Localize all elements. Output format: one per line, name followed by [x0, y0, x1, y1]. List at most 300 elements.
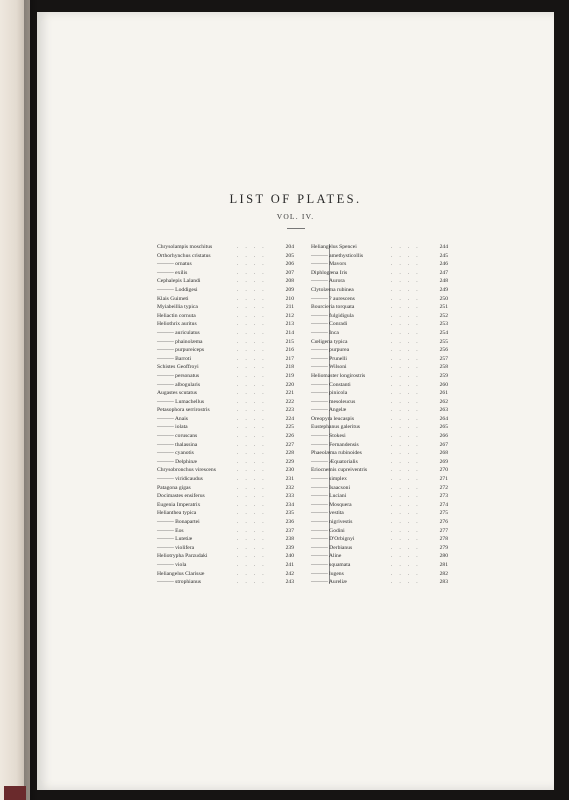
page-gutter-shadow — [24, 0, 38, 800]
leader-dots: .... — [391, 510, 425, 517]
plate-entry — [157, 423, 294, 432]
plate-entry — [157, 406, 294, 415]
plate-entry — [157, 320, 294, 329]
species-name: ——— Lumachellus — [157, 398, 205, 405]
plate-number: 227 — [285, 441, 294, 448]
plate-number: 240 — [285, 553, 294, 560]
plate-entry — [157, 252, 294, 261]
plate-entry — [311, 518, 448, 527]
plate-entry — [311, 578, 448, 587]
species-name: ——— Angelæ — [311, 407, 347, 414]
plate-entry — [157, 363, 294, 372]
plate-number: 215 — [285, 338, 294, 345]
leader-dots: .... — [237, 347, 271, 354]
plate-number: 263 — [439, 407, 448, 414]
plate-number: 259 — [439, 372, 448, 379]
plate-entry — [157, 570, 294, 579]
species-name: Heliangelus Spencei — [311, 244, 357, 250]
leader-dots: .... — [391, 527, 425, 534]
species-name: Chrysolampis moschitus — [157, 244, 213, 250]
plate-number: 249 — [439, 286, 448, 293]
species-name: Helianthea typica — [157, 510, 197, 517]
leader-dots: .... — [391, 312, 425, 319]
species-name: ——— Constanti — [311, 381, 351, 388]
species-name: Klais Guimeti — [157, 295, 189, 302]
leader-dots: .... — [237, 441, 271, 448]
species-name: ——— Mosquera — [311, 501, 352, 508]
plate-entry — [311, 501, 448, 510]
plate-number: 282 — [439, 570, 448, 577]
species-name: ——— thalassina — [157, 441, 198, 448]
species-name: ——— viridicaudus — [157, 476, 203, 483]
leader-dots: .... — [391, 441, 425, 448]
plate-entry — [311, 355, 448, 364]
species-name: ——— nigrivestis — [311, 519, 353, 525]
leader-dots: .... — [237, 570, 271, 577]
leader-dots: .... — [237, 381, 271, 388]
species-name: Myiabeillia typica — [157, 304, 198, 311]
leader-dots: .... — [391, 544, 425, 551]
species-name: ——— Wilsoni — [311, 364, 347, 371]
plate-number: 252 — [439, 312, 448, 319]
species-name: ——— amethysticollis — [311, 252, 364, 259]
species-name: ——— violifera — [157, 544, 195, 551]
leader-dots: .... — [391, 304, 425, 311]
leader-dots: .... — [237, 493, 271, 500]
plate-entry — [311, 338, 448, 347]
plate-entry — [157, 260, 294, 269]
plate-entry — [157, 295, 294, 304]
leader-dots: .... — [237, 304, 271, 311]
plate-number: 238 — [285, 536, 294, 543]
leader-dots: .... — [237, 579, 271, 586]
plate-number: 214 — [285, 329, 294, 336]
species-name: ——— D'Orbignyi — [311, 536, 355, 543]
plate-number: 272 — [439, 484, 448, 491]
leader-dots: .... — [237, 355, 271, 362]
species-name: ——— Luciani — [311, 493, 347, 500]
species-name: ——— viola — [157, 561, 187, 568]
plate-entry — [157, 303, 294, 312]
species-name: ——— Aureliæ — [311, 579, 347, 586]
leader-dots: .... — [391, 347, 425, 354]
species-name: ——— simplex — [311, 476, 347, 483]
leader-dots: .... — [237, 338, 271, 345]
species-name: ——— Barroti — [157, 355, 192, 362]
species-name: ——— phainolæma — [157, 338, 203, 345]
leader-dots: .... — [391, 321, 425, 328]
species-name: ——— Loddigesi — [157, 286, 198, 293]
species-name: ——— lugens — [311, 570, 344, 577]
leader-dots: .... — [237, 433, 271, 440]
leader-dots: .... — [391, 269, 425, 276]
plate-entry — [311, 363, 448, 372]
species-name: ——— Godini — [311, 527, 345, 534]
leader-dots: .... — [391, 433, 425, 440]
leader-dots: .... — [237, 286, 271, 293]
plate-entry — [311, 432, 448, 441]
plates-list-left — [157, 243, 294, 587]
plate-entry — [157, 552, 294, 561]
plate-number: 213 — [285, 321, 294, 328]
plate-entry — [311, 535, 448, 544]
plate-entry — [157, 484, 294, 493]
plate-entry — [157, 243, 294, 252]
plate-entry — [311, 346, 448, 355]
plate-entry — [157, 509, 294, 518]
plate-entry — [157, 527, 294, 536]
species-name: ——— Conradi — [311, 321, 348, 328]
plate-entry — [157, 432, 294, 441]
leader-dots: .... — [391, 553, 425, 560]
leader-dots: .... — [237, 312, 271, 319]
leader-dots: .... — [391, 364, 425, 371]
page-title: LIST OF PLATES. — [229, 192, 362, 206]
species-name: ——— Aline — [311, 553, 342, 560]
plate-entry — [157, 269, 294, 278]
species-name: ——— Fernandensis — [311, 441, 359, 448]
plate-number: 235 — [285, 510, 294, 517]
plate-entry — [311, 260, 448, 269]
plate-number: 230 — [285, 467, 294, 474]
plate-number: 219 — [285, 372, 294, 379]
plate-number: 276 — [439, 519, 448, 525]
leader-dots: .... — [237, 390, 271, 397]
leader-dots: .... — [391, 450, 425, 457]
leader-dots: .... — [391, 295, 425, 302]
leader-dots: .... — [391, 261, 425, 268]
leader-dots: .... — [237, 269, 271, 276]
plate-number: 206 — [285, 261, 294, 268]
plate-number: 283 — [439, 579, 448, 586]
plate-number: 271 — [439, 476, 448, 483]
leader-dots: .... — [237, 424, 271, 431]
leader-dots: .... — [237, 544, 271, 551]
plate-number: 247 — [439, 269, 448, 276]
leader-dots: .... — [391, 536, 425, 543]
plate-entry — [157, 338, 294, 347]
species-name: ——— mesoleucus — [311, 398, 356, 405]
plate-entry — [311, 243, 448, 252]
plate-number: 241 — [285, 561, 294, 568]
leader-dots: .... — [391, 338, 425, 345]
species-name: ——— Delphinæ — [157, 458, 197, 465]
leader-dots: .... — [391, 381, 425, 388]
species-name: Heliothrix auritus — [157, 321, 197, 328]
plate-entry — [157, 518, 294, 527]
plate-number: 232 — [285, 484, 294, 491]
plate-number: 262 — [439, 398, 448, 405]
plate-entry — [311, 570, 448, 579]
species-name: Oreopyra leucaspis — [311, 415, 355, 422]
plate-number: 246 — [439, 261, 448, 268]
leader-dots: .... — [391, 476, 425, 483]
plate-entry — [157, 286, 294, 295]
species-name: Cephalepis Lalandi — [157, 278, 201, 285]
species-name: ——— Aurora — [311, 278, 345, 285]
plate-number: 275 — [439, 510, 448, 517]
plate-number: 211 — [285, 304, 294, 311]
species-name: Patagona gigas — [157, 484, 191, 491]
plate-entry — [157, 312, 294, 321]
plate-entry — [157, 561, 294, 570]
plate-entry — [311, 252, 448, 261]
plate-entry — [311, 269, 448, 278]
plate-number: 244 — [439, 244, 448, 250]
plate-number: 260 — [439, 381, 448, 388]
plate-entry — [311, 320, 448, 329]
leader-dots: .... — [237, 278, 271, 285]
plate-entry — [311, 389, 448, 398]
plate-number: 253 — [439, 321, 448, 328]
plate-entry — [157, 466, 294, 475]
plate-number: 221 — [285, 390, 294, 397]
leader-dots: .... — [237, 398, 271, 405]
plate-entry — [311, 527, 448, 536]
species-name: Orthorhynchus cristatus — [157, 252, 211, 259]
plate-number: 274 — [439, 501, 448, 508]
plate-entry — [311, 303, 448, 312]
plate-number: 278 — [439, 536, 448, 543]
plate-entry — [311, 458, 448, 467]
plate-number: 224 — [285, 415, 294, 422]
species-name: Eriocnemis cupreiventris — [311, 467, 368, 474]
plate-entry — [311, 552, 448, 561]
species-name: Heliotrypha Parzudaki — [157, 553, 208, 560]
plate-number: 270 — [439, 467, 448, 474]
leader-dots: .... — [237, 467, 271, 474]
plate-number: 233 — [285, 493, 294, 500]
species-name: ——— ornatus — [157, 261, 192, 268]
leader-dots: .... — [391, 415, 425, 422]
species-name: Schistes Geoffroyi — [157, 364, 199, 371]
plate-entry — [157, 398, 294, 407]
plate-number: 209 — [285, 286, 294, 293]
plate-entry — [311, 312, 448, 321]
leader-dots: .... — [391, 407, 425, 414]
plate-entry — [311, 286, 448, 295]
plate-entry — [311, 509, 448, 518]
plate-entry — [311, 449, 448, 458]
plate-number: 229 — [285, 458, 294, 465]
leader-dots: .... — [237, 510, 271, 517]
species-name: Docimastes ensiferus — [157, 493, 205, 500]
species-name: ——— strophianus — [157, 579, 201, 586]
leader-dots: .... — [391, 501, 425, 508]
species-name: ——— Inca — [311, 329, 339, 336]
plate-entry — [157, 535, 294, 544]
plate-number: 268 — [439, 450, 448, 457]
leader-dots: .... — [391, 398, 425, 405]
leader-dots: .... — [237, 252, 271, 259]
leader-dots: .... — [391, 252, 425, 259]
plate-number: 250 — [439, 295, 448, 302]
binding-stripe — [4, 786, 26, 800]
species-name: ——— purpureiceps — [157, 347, 205, 354]
species-name: Chrysobronchus virescens — [157, 467, 216, 474]
leader-dots: .... — [237, 553, 271, 560]
plate-number: 242 — [285, 570, 294, 577]
leader-dots: .... — [391, 570, 425, 577]
plate-number: 205 — [285, 252, 294, 259]
species-name: ——— coruscans — [157, 433, 198, 440]
leader-dots: .... — [391, 355, 425, 362]
species-name: ——— Anais — [157, 415, 188, 422]
species-name: ——— Prunelli — [311, 355, 347, 362]
plate-entry — [311, 544, 448, 553]
leader-dots: .... — [237, 295, 271, 302]
leader-dots: .... — [391, 244, 425, 250]
plate-number: 258 — [439, 364, 448, 371]
plate-entry — [311, 415, 448, 424]
plate-entry — [157, 355, 294, 364]
species-name: ——— Isaacsoni — [311, 484, 350, 491]
plate-entry — [311, 561, 448, 570]
plate-number: 239 — [285, 544, 294, 551]
species-name: ——— Eos — [157, 527, 184, 534]
species-name: ——— pinicola — [311, 390, 348, 397]
plate-entry — [311, 484, 448, 493]
plate-number: 226 — [285, 433, 294, 440]
plate-entry — [311, 423, 448, 432]
leader-dots: .... — [237, 519, 271, 525]
leader-dots: .... — [391, 484, 425, 491]
plate-number: 269 — [439, 458, 448, 465]
leader-dots: .... — [391, 493, 425, 500]
species-name: ——— iolata — [157, 424, 188, 431]
leader-dots: .... — [237, 329, 271, 336]
plate-entry — [157, 544, 294, 553]
plate-number: 228 — [285, 450, 294, 457]
species-name: ——— Stokesi — [311, 433, 346, 440]
species-name: ——— squamata — [311, 561, 351, 568]
leader-dots: .... — [391, 458, 425, 465]
plate-number: 280 — [439, 553, 448, 560]
leader-dots: .... — [237, 527, 271, 534]
leader-dots: .... — [391, 467, 425, 474]
plate-number: 281 — [439, 561, 448, 568]
plate-number: 266 — [439, 433, 448, 440]
leader-dots: .... — [237, 484, 271, 491]
plate-entry — [157, 458, 294, 467]
plate-number: 256 — [439, 347, 448, 354]
plate-number: 216 — [285, 347, 294, 354]
plate-number: 220 — [285, 381, 294, 388]
plate-entry — [311, 492, 448, 501]
species-name: ——— purpurea — [311, 347, 350, 354]
plate-number: 207 — [285, 269, 294, 276]
species-name: Petasophora serrirostris — [157, 407, 210, 414]
plate-number: 237 — [285, 527, 294, 534]
species-name: Heliactin cornuta — [157, 312, 196, 319]
species-name: ——— vestita — [311, 510, 344, 517]
plate-entry — [311, 381, 448, 390]
plate-number: 257 — [439, 355, 448, 362]
plate-number: 255 — [439, 338, 448, 345]
species-name: ——— albogularis — [157, 381, 201, 388]
plate-entry — [157, 492, 294, 501]
plate-number: 248 — [439, 278, 448, 285]
plate-number: 222 — [285, 398, 294, 405]
plate-entry — [157, 578, 294, 587]
plate-number: 251 — [439, 304, 448, 311]
species-name: Heliangelus Clarissæ — [157, 570, 205, 577]
species-name: Cœligena typica — [311, 338, 348, 345]
plate-number: 234 — [285, 501, 294, 508]
plate-number: 265 — [439, 424, 448, 431]
species-name: ——— Derbianus — [311, 544, 353, 551]
leader-dots: .... — [237, 561, 271, 568]
leader-dots: .... — [237, 372, 271, 379]
plate-number: 223 — [285, 407, 294, 414]
plate-number: 218 — [285, 364, 294, 371]
plate-number: 231 — [285, 476, 294, 483]
leader-dots: .... — [391, 286, 425, 293]
plate-entry — [311, 475, 448, 484]
leader-dots: .... — [391, 519, 425, 525]
plate-number: 236 — [285, 519, 294, 525]
leader-dots: .... — [391, 390, 425, 397]
plate-entry — [157, 415, 294, 424]
species-name: ——— Bonapartei — [157, 519, 200, 525]
species-name: ——— Lutetiæ — [157, 536, 193, 543]
plate-entry — [311, 295, 448, 304]
plate-entry — [157, 449, 294, 458]
species-name: Phaeolæma rubinoides — [311, 450, 362, 457]
leader-dots: .... — [237, 244, 271, 250]
leader-dots: .... — [237, 261, 271, 268]
leader-dots: .... — [237, 476, 271, 483]
plate-number: 212 — [285, 312, 294, 319]
species-name: ——— fulgidigula — [311, 312, 354, 319]
plate-entry — [157, 389, 294, 398]
plate-number: 208 — [285, 278, 294, 285]
plate-entry — [157, 329, 294, 338]
plate-entry — [311, 277, 448, 286]
plate-number: 243 — [285, 579, 294, 586]
leader-dots: .... — [391, 278, 425, 285]
leader-dots: .... — [237, 501, 271, 508]
plate-number: 267 — [439, 441, 448, 448]
leader-dots: .... — [237, 364, 271, 371]
species-name: Eustephanus galeritus — [311, 424, 360, 431]
species-name: ——— cyanotis — [157, 450, 194, 457]
plate-number: 217 — [285, 355, 294, 362]
species-name: ——— Æquatorialis — [311, 458, 358, 465]
plate-entry — [311, 466, 448, 475]
plate-entry — [311, 398, 448, 407]
plate-entry — [157, 441, 294, 450]
species-name: Heliomaster longirostris — [311, 372, 366, 379]
book-page — [37, 12, 554, 790]
leader-dots: .... — [391, 561, 425, 568]
species-name: ——— ? aurescens — [311, 295, 355, 302]
plate-entry — [311, 441, 448, 450]
leader-dots: .... — [237, 415, 271, 422]
leader-dots: .... — [237, 450, 271, 457]
plate-number: 204 — [285, 244, 294, 250]
leader-dots: .... — [391, 424, 425, 431]
plate-number: 225 — [285, 424, 294, 431]
plate-entry — [311, 406, 448, 415]
plate-entry — [157, 475, 294, 484]
plates-list-right — [311, 243, 448, 587]
species-name: Diphlogæna Iris — [311, 269, 348, 276]
leader-dots: .... — [391, 372, 425, 379]
plate-number: 245 — [439, 252, 448, 259]
volume-label: VOL. IV. — [276, 212, 315, 221]
species-name: ——— Mavors — [311, 261, 347, 268]
